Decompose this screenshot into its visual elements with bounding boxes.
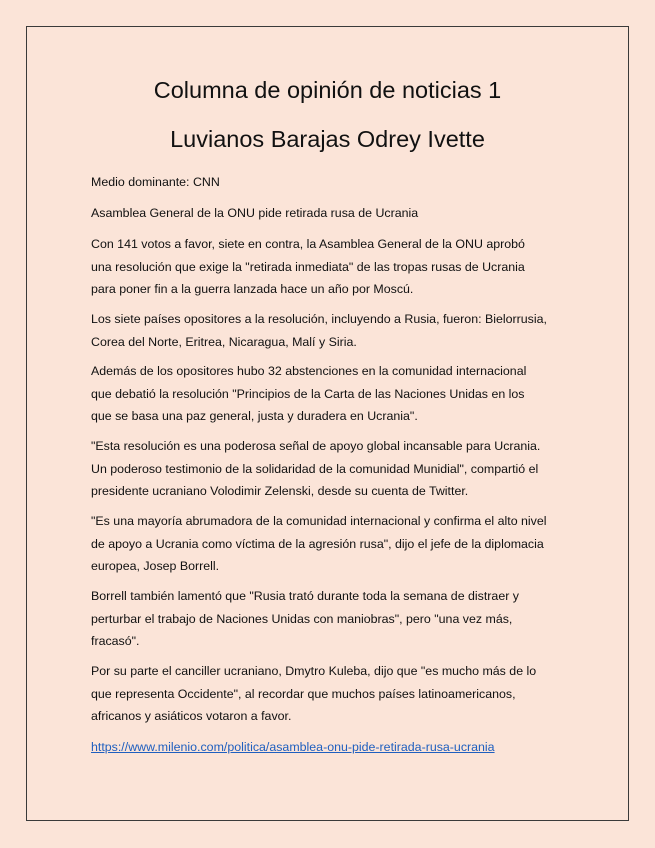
paragraph-7 — [91, 660, 571, 728]
paragraph-line: fracasó". — [91, 634, 140, 648]
paragraph-5 — [91, 510, 571, 578]
paragraph-line: Un poderoso testimonio de la solidaridad de la comunidad Munidial", compartió el — [91, 461, 539, 476]
paragraph-line: Corea del Norte, Eritrea, Nicaragua, Malí y Siria. — [91, 334, 357, 349]
paragraph-line: que debatió la resolución "Principios de la Carta de las Naciones Unidas en los — [91, 386, 525, 401]
medium-line: Medio dominante: CNN — [91, 175, 220, 189]
paragraph-line: "Esta resolución es una poderosa señal de apoyo global incansable para Ucrania. — [91, 439, 541, 453]
paragraph-line: "Es una mayoría abrumadora de la comunidad internacional y confirma el alto nivel — [91, 514, 547, 528]
source-link[interactable]: https://www.milenio.com/politica/asamblea-onu-pide-retirada-rusa-ucrania — [91, 740, 495, 754]
paragraph-2 — [91, 308, 571, 353]
paragraph-line: perturbar el trabajo de Naciones Unidas con maniobras", pero "una vez más, — [91, 611, 513, 626]
paragraph-line: Con 141 votos a favor, siete en contra, la Asamblea General de la ONU aprobó — [91, 237, 525, 251]
news-headline: Asamblea General de la ONU pide retirada rusa de Ucrania — [91, 206, 419, 220]
paragraph-line: que representa Occidente", al recordar que muchos países latinoamericanos, — [91, 686, 516, 701]
paragraph-line: que se basa una paz general, justa y duradera en Ucrania". — [91, 409, 418, 423]
paragraph-3 — [91, 360, 571, 428]
paragraph-6 — [91, 585, 571, 653]
paragraph-1 — [91, 233, 571, 301]
paragraph-line: para poner fin a la guerra lanzada hace un año por Moscú. — [91, 282, 414, 296]
source-link-line — [91, 736, 571, 759]
document-author: Luvianos Barajas Odrey Ivette — [170, 126, 485, 152]
paragraph-line: una resolución que exige la "retirada inmediata" de las tropas rusas de Ucrania — [91, 259, 525, 274]
paragraph-line: Además de los opositores hubo 32 abstenciones en la comunidad internacional — [91, 364, 527, 378]
paragraph-line: africanos y asiáticos votaron a favor. — [91, 709, 292, 723]
paragraph-line: europea, Josep Borrell. — [91, 559, 220, 573]
paragraph-line: presidente ucraniano Volodimir Zelenski, desde su cuenta de Twitter. — [91, 484, 469, 498]
document-title: Columna de opinión de noticias 1 — [153, 77, 502, 103]
paragraph-line: de apoyo a Ucrania como víctima de la agresión rusa", dijo el jefe de la diplomacia — [91, 536, 544, 551]
paragraph-line: Borrell también lamentó que "Rusia trató durante toda la semana de distraer y — [91, 589, 519, 603]
paragraph-line: Por su parte el canciller ucraniano, Dmytro Kuleba, dijo que "es mucho más de lo — [91, 664, 537, 678]
paragraph-4 — [91, 435, 571, 503]
paragraph-line: Los siete países opositores a la resolución, incluyendo a Rusia, fueron: Bielorrusia, — [91, 312, 547, 326]
